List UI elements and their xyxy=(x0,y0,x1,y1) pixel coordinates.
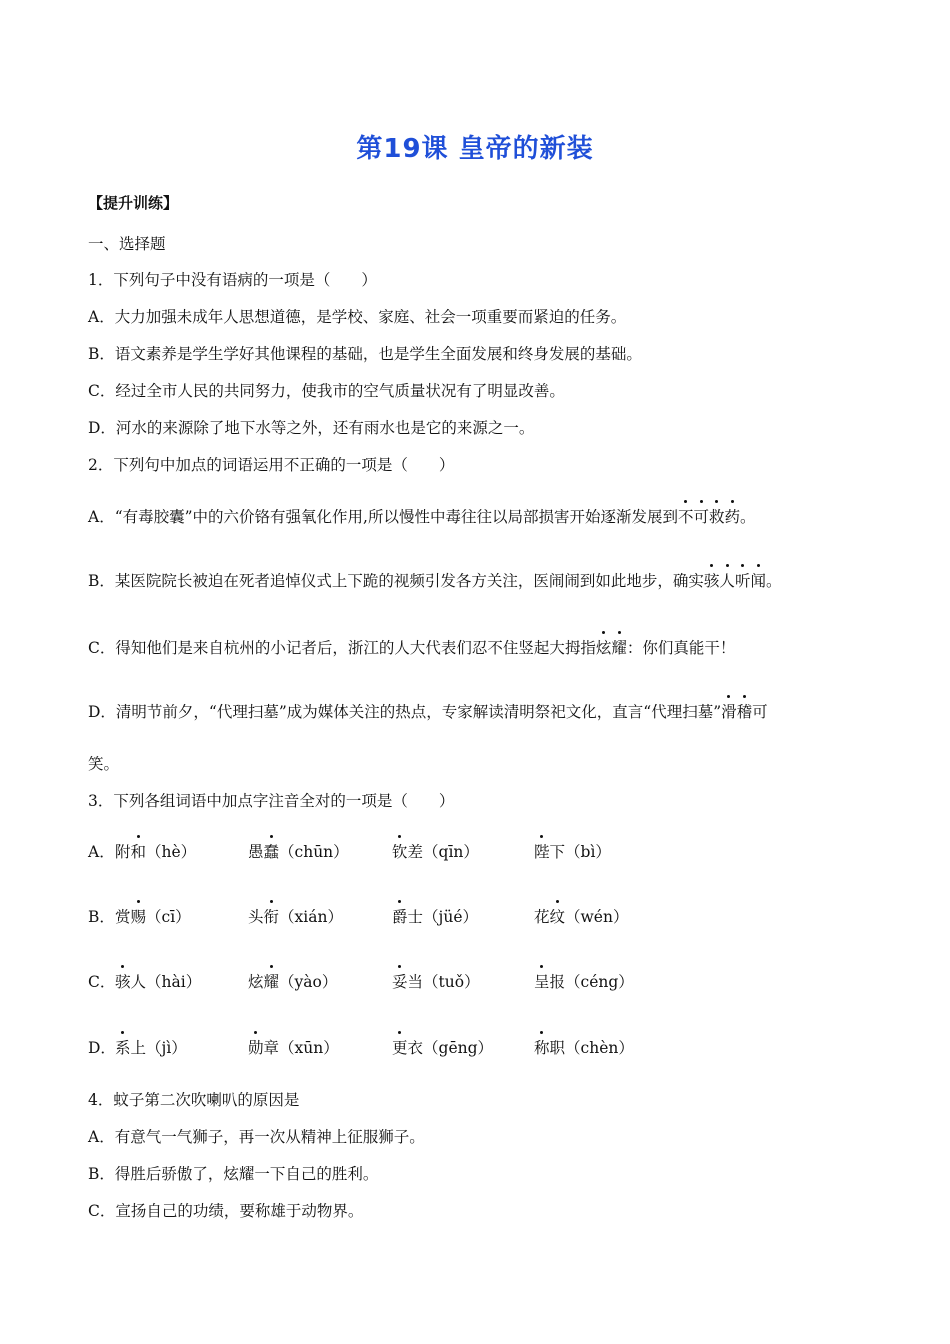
q3-character: 附 xyxy=(115,843,131,861)
q3-pinyin: （jüé） xyxy=(423,908,478,926)
q2-option-c xyxy=(88,636,735,658)
q3-pinyin: （gēng） xyxy=(423,1039,494,1057)
q2-option-d xyxy=(88,700,768,722)
q4-option-a: A．有意气一气狮子，再一次从精神上征服狮子。 xyxy=(88,1128,425,1146)
q2-option-a xyxy=(88,505,756,527)
q3-character: 勋 xyxy=(248,1036,264,1058)
section-label: 【提升训练】 xyxy=(88,194,179,212)
q3-word-item xyxy=(115,840,196,862)
q3-pinyin: （céng） xyxy=(565,973,634,991)
q2-b-text: B．某医院院长被迫在死者追悼仪式上下跪的视频引发各方关注，医闹闹到如此地步，确实 xyxy=(88,572,704,590)
q3-pinyin: （wén） xyxy=(565,908,629,926)
q3-character: 更 xyxy=(392,1036,408,1058)
q3-character: 妥 xyxy=(392,970,408,992)
q3-pinyin: （qīn） xyxy=(423,843,479,861)
q3-character: 和 xyxy=(131,840,147,862)
q3-character: 纹 xyxy=(550,905,566,927)
q2-a-end: 。 xyxy=(740,508,756,526)
q3-character: 当 xyxy=(407,973,424,991)
q3-character: 耀 xyxy=(264,970,280,992)
q3-word-item xyxy=(115,905,191,927)
q3-character: 系 xyxy=(115,1036,131,1058)
q3-character: 陛 xyxy=(534,840,550,862)
q3-row-label: A． xyxy=(88,843,115,861)
q3-character: 衔 xyxy=(264,905,280,927)
q3-pinyin: （xūn） xyxy=(279,1039,339,1057)
q3-word-item xyxy=(248,1036,339,1058)
q3-character: 花 xyxy=(534,908,550,926)
q3-word-item xyxy=(248,970,337,992)
q3-character: 钦 xyxy=(392,840,408,862)
q2-d-text: D．清明节前夕，“代理扫墓”成为媒体关注的热点，专家解读清明祭祀文化，直言“代理扫墓” xyxy=(88,703,722,721)
q2-option-d-continued: 笑。 xyxy=(88,755,120,773)
q3-word-item xyxy=(248,905,343,927)
q3-pinyin: （hài） xyxy=(146,973,202,991)
q2-d-dotted-word: 滑稽 xyxy=(721,703,752,721)
q1-option-b: B．语文素养是学生学好其他课程的基础，也是学生全面发展和终身发展的基础。 xyxy=(88,345,642,363)
q4-stem: 4．蚊子第二次吹喇叭的原因是 xyxy=(88,1091,300,1109)
q3-character: 下 xyxy=(549,843,566,861)
q3-character: 爵 xyxy=(392,905,408,927)
part-heading: 一、选择题 xyxy=(88,235,166,253)
q3-word-item xyxy=(392,905,478,927)
q3-character: 呈 xyxy=(534,970,550,992)
q2-a-text: A．“有毒胶囊”中的六价铬有强氧化作用,所以慢性中毒往往以局部损害开始逐渐发展到 xyxy=(88,508,678,526)
q3-character: 章 xyxy=(263,1039,280,1057)
q1-option-d: D．河水的来源除了地下水等之外，还有雨水也是它的来源之一。 xyxy=(88,419,535,437)
q3-word-item xyxy=(115,1036,187,1058)
q3-character: 上 xyxy=(130,1039,147,1057)
q2-b-dotted-word: 骇人听闻 xyxy=(704,572,766,590)
q1-option-a: A．大力加强未成年人思想道德，是学校、家庭、社会一项重要而紧迫的任务。 xyxy=(88,308,627,326)
q2-b-end: 。 xyxy=(765,572,782,590)
q3-word-item xyxy=(534,1036,634,1058)
q3-pinyin: （jì） xyxy=(146,1039,187,1057)
q3-character: 愚 xyxy=(248,843,264,861)
q3-character: 衣 xyxy=(407,1039,424,1057)
q1-option-c: C．经过全市人民的共同努力，使我市的空气质量状况有了明显改善。 xyxy=(88,382,565,400)
q3-row-label: B． xyxy=(88,908,115,926)
q2-a-dotted-word: 不可救药 xyxy=(678,508,740,526)
q3-word-item xyxy=(392,1036,493,1058)
q3-character: 报 xyxy=(549,973,566,991)
q1-stem: 1．下列句子中没有语病的一项是（ ） xyxy=(88,271,377,289)
q3-pinyin: （bì） xyxy=(565,843,611,861)
q4-option-b: B．得胜后骄傲了，炫耀一下自己的胜利。 xyxy=(88,1165,379,1183)
q3-character: 蠢 xyxy=(264,840,280,862)
q2-c-dotted-word: 炫耀 xyxy=(596,639,627,657)
q3-pinyin: （tuǒ） xyxy=(423,973,480,991)
q3-word-item xyxy=(248,840,349,862)
q2-c-text: C．得知他们是来自杭州的小记者后，浙江的人大代表们忍不住竖起大拇指 xyxy=(88,639,596,657)
q3-character: 差 xyxy=(407,843,424,861)
q3-word-item xyxy=(534,970,634,992)
q3-character: 人 xyxy=(130,973,147,991)
q3-pinyin: （chèn） xyxy=(565,1039,634,1057)
q3-pinyin: （chūn） xyxy=(279,843,349,861)
q3-row-label: C． xyxy=(88,973,116,991)
q3-word-item xyxy=(534,905,628,927)
q3-character: 士 xyxy=(407,908,424,926)
q3-word-item xyxy=(115,970,201,992)
q4-option-c: C．宣扬自己的功绩，要称雄于动物界。 xyxy=(88,1202,364,1220)
q3-character: 赐 xyxy=(131,905,147,927)
q3-stem: 3．下列各组词语中加点字注音全对的一项是（ ） xyxy=(88,792,455,810)
q3-pinyin: （yào） xyxy=(279,973,338,991)
q2-stem: 2．下列句中加点的词语运用不正确的一项是（ ） xyxy=(88,456,455,474)
q2-d-end: 可 xyxy=(752,703,768,721)
q3-character: 称 xyxy=(534,1036,550,1058)
q3-character: 头 xyxy=(248,908,264,926)
q3-pinyin: （hè） xyxy=(146,843,197,861)
q3-word-item xyxy=(392,970,480,992)
q2-option-b xyxy=(88,569,781,591)
q3-row-label: D． xyxy=(88,1039,116,1057)
q3-character: 炫 xyxy=(248,973,264,991)
q3-character: 骇 xyxy=(115,970,131,992)
q3-pinyin: （cī） xyxy=(146,908,191,926)
q3-character: 赏 xyxy=(115,908,131,926)
q2-c-end: ：你们真能干！ xyxy=(626,639,736,657)
q3-pinyin: （xián） xyxy=(279,908,343,926)
page-title: 第19课 皇帝的新装 xyxy=(356,134,594,164)
q3-character: 职 xyxy=(549,1039,566,1057)
q3-word-item xyxy=(392,840,479,862)
q3-word-item xyxy=(534,840,611,862)
